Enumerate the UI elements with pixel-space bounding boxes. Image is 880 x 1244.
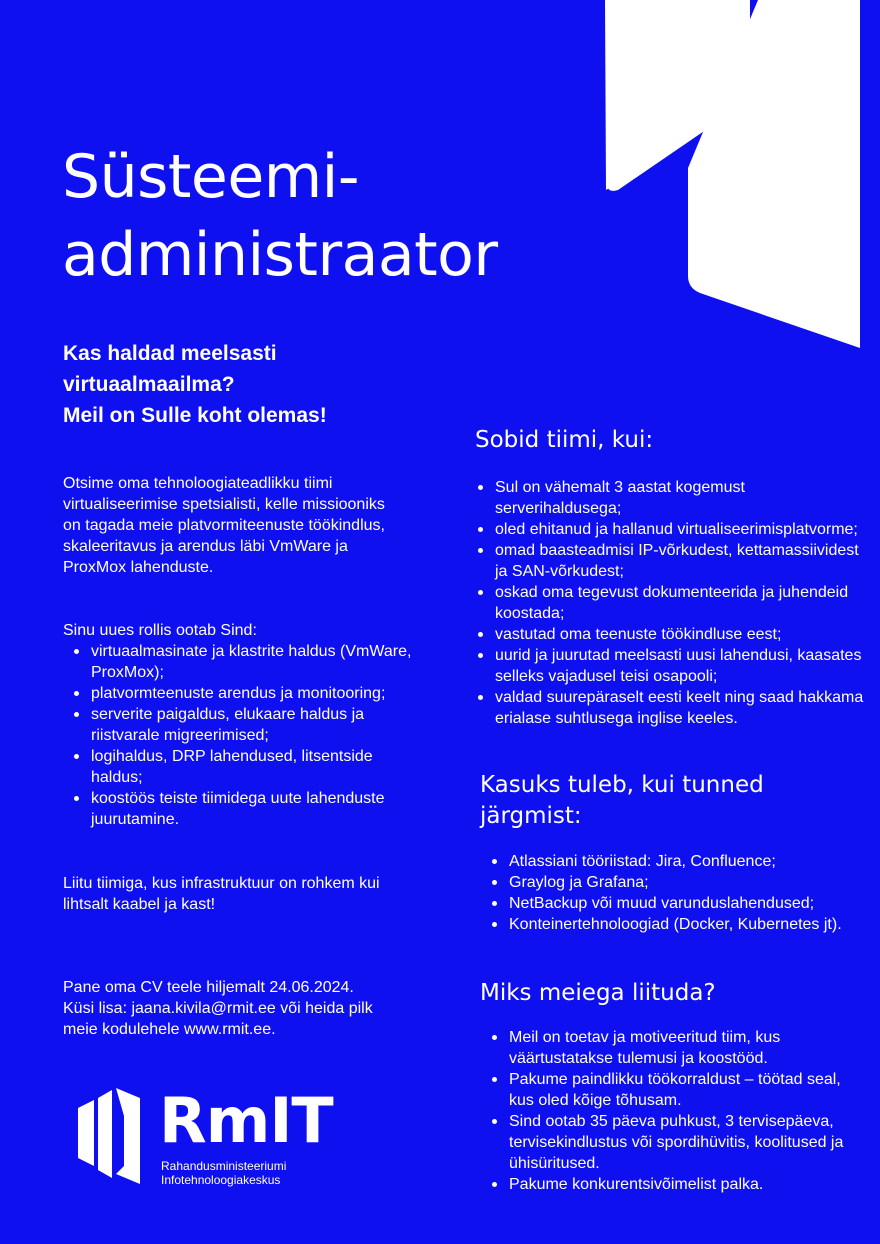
apply-line-deadline: Pane oma CV teele hiljemalt 24.06.2024. [63, 979, 354, 996]
list-item: oled ehitanud ja hallanud virtualiseerimisplatvorme; [467, 519, 867, 540]
role-heading: Sinu uues rollis ootab Sind: [63, 622, 257, 639]
list-item: platvormteenuste arendus ja monitooring; [63, 683, 423, 704]
apply-line-website: meie kodulehele www.rmit.ee. [63, 1021, 276, 1038]
list-item: NetBackup või muud varunduslahendused; [481, 893, 876, 914]
list-item: Pakume paindlikku töökorraldust – töötad seal, kus oled kõige tõhusam. [481, 1069, 861, 1111]
list-item: Atlassiani tööriistad: Jira, Confluence; [481, 851, 876, 872]
fit-heading: Sobid tiimi, kui: [475, 427, 654, 453]
list-item: vastutad oma teenuste töökindluse eest; [467, 624, 867, 645]
list-item: Konteinertehnoloogiad (Docker, Kubernetes jt). [481, 914, 876, 935]
page-title [62, 138, 498, 294]
plus-heading: Kasuks tuleb, kui tunned järgmist: [480, 772, 764, 829]
why-list [481, 1027, 861, 1195]
fit-list [467, 477, 867, 729]
logo-subtitle-line-1: Rahandusministeeriumi [161, 1159, 287, 1173]
list-item: uurid ja juurutad meelsasti uusi lahendusi, kaasates selleks vajadusel teisi osapooli; [467, 645, 867, 687]
apply-info [63, 977, 423, 1040]
apply-line-contact: Küsi lisa: jaana.kivila@rmit.ee või heida pilk [63, 1000, 373, 1017]
list-item: Sind ootab 35 päeva puhkust, 3 tervisepäeva, tervisekindlustus või spordihüvitis, koolitused ja ühisüritused. [481, 1111, 861, 1174]
why-heading: Miks meiega liituda? [480, 980, 716, 1006]
tagline [63, 338, 327, 431]
list-item: logihaldus, DRP lahendused, litsentside haldus; [63, 746, 423, 788]
list-item: serverite paigaldus, elukaare haldus ja riistvarale migreerimised; [63, 704, 423, 746]
plus-list [481, 851, 876, 935]
page-title-line-2: administraator [62, 220, 498, 290]
tagline-line-1: Kas haldad meelsasti [63, 342, 277, 365]
tagline-line-2: virtuaalmaailma? [63, 373, 235, 396]
logo-subtitle-line-2: Infotehnoloogiakeskus [161, 1173, 281, 1187]
intro-paragraph: Otsime oma tehnoloogiateadlikku tiimi virtualiseerimise spetsialisti, kelle missiooniks on tagada meie platvormiteenuste töökindlus, skaleeritavus ja arendus läbi VmWare ja ProxMox lahenduste. [63, 475, 385, 576]
list-item: valdad suurepäraselt eesti keelt ning saad hakkama erialase suhtlusega inglise keeles. [467, 687, 867, 729]
list-item: Meil on toetav ja motiveeritud tiim, kus väärtustatakse tulemusi ja koostööd. [481, 1027, 861, 1069]
tagline-line-3: Meil on Sulle koht olemas! [63, 404, 327, 427]
list-item: Graylog ja Grafana; [481, 872, 876, 893]
list-item: omad baasteadmisi IP-võrkudest, kettamassiividest ja SAN-võrkudest; [467, 540, 867, 582]
list-item: Pakume konkurentsivõimelist palka. [481, 1174, 861, 1195]
logo-subtitle [161, 1159, 286, 1187]
list-item: virtuaalmasinate ja klastrite haldus (VmWare, ProxMox); [63, 641, 423, 683]
logo-wordmark: RmIT [159, 1084, 333, 1157]
page-title-line-1: Süsteemi- [62, 142, 359, 212]
list-item: oskad oma tegevust dokumenteerida ja juhendeid koostada; [467, 582, 867, 624]
list-item: Sul on vähemalt 3 aastat kogemust serverihaldusega; [467, 477, 867, 519]
role-list [63, 641, 423, 830]
rmit-logo-icon [76, 1086, 142, 1186]
join-paragraph: Liitu tiimiga, kus infrastruktuur on rohkem kui lihtsalt kaabel ja kast! [63, 875, 380, 913]
list-item: koostöös teiste tiimidega uute lahenduste juurutamine. [63, 788, 423, 830]
